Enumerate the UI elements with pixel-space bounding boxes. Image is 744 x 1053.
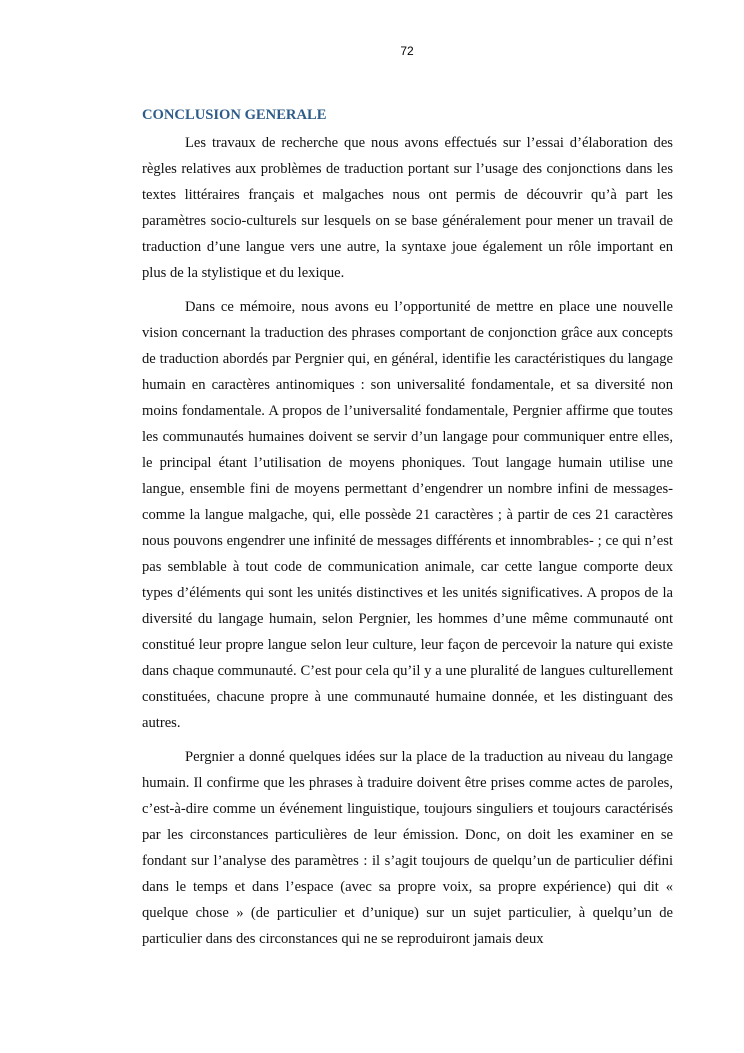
page-number: 72 xyxy=(400,44,414,58)
section-heading: CONCLUSION GENERALE xyxy=(142,107,327,123)
paragraph-3: Pergnier a donné quelques idées sur la place de la traduction au niveau du langage humain. Il confirme que les phrases à traduire doivent être prises comme actes de paroles, c’est-à-dire comme un événement linguistique, toujours singuliers et toujours caractérisés par les circonstances particulières de leur émission. Donc, on doit les examiner en se fondant sur l’analyse des paramètres : il s’agit toujours de quelqu’un de particulier défini dans le temps et dans l’espace (avec sa propre voix, sa propre expérience) qui dit « quelque chose » (de particulier et d’unique) sur un sujet particulier, à quelqu’un de particulier dans des circonstances qui ne se reproduiront jamais deux xyxy=(142,749,673,947)
paragraph-1: Les travaux de recherche que nous avons effectués sur l’essai d’élaboration des règles relatives aux problèmes de traduction portant sur l’usage des conjonctions dans les textes littéraires français et malgaches nous ont permis de découvrir qu’à part les paramètres socio-culturels sur lesquels on se base généralement pour mener un travail de traduction d’une langue vers une autre, la syntaxe joue également un rôle important en plus de la stylistique et du lexique. xyxy=(142,135,673,281)
page-content xyxy=(142,106,673,960)
paragraph-2: Dans ce mémoire, nous avons eu l’opportunité de mettre en place une nouvelle vision concernant la traduction des phrases comportant de conjonction grâce aux concepts de traduction abordés par Pergnier qui, en général, identifie les caractéristiques du langage humain en caractères antinomiques : son universalité fondamentale, et sa diversité non moins fondamentale. A propos de l’universalité fondamentale, Pergnier affirme que toutes les communautés humaines doivent se servir d’un langage pour communiquer entre elles, le principal étant l’utilisation de moyens phoniques. Tout langage humain utilise une langue, ensemble fini de moyens permettant d’engendrer un nombre infini de messages- comme la langue malgache, qui, elle possède 21 caractères ; à partir de ces 21 caractères nous pouvons engendrer une infinité de messages différents et innombrables- ; ce qui n’est pas semblable à tout code de communication animale, car cette langue comporte deux types d’éléments qui sont les unités distinctives et les unités significatives. A propos de la diversité du langage humain, selon Pergnier, les hommes d’une même communauté ont constitué leur propre langue selon leur culture, leur façon de percevoir la nature qui existe dans chaque communauté. C’est pour cela qu’il y a une pluralité de langues culturellement constituées, chacune propre à une communauté humaine donnée, et les distinguant des autres. xyxy=(142,299,673,731)
